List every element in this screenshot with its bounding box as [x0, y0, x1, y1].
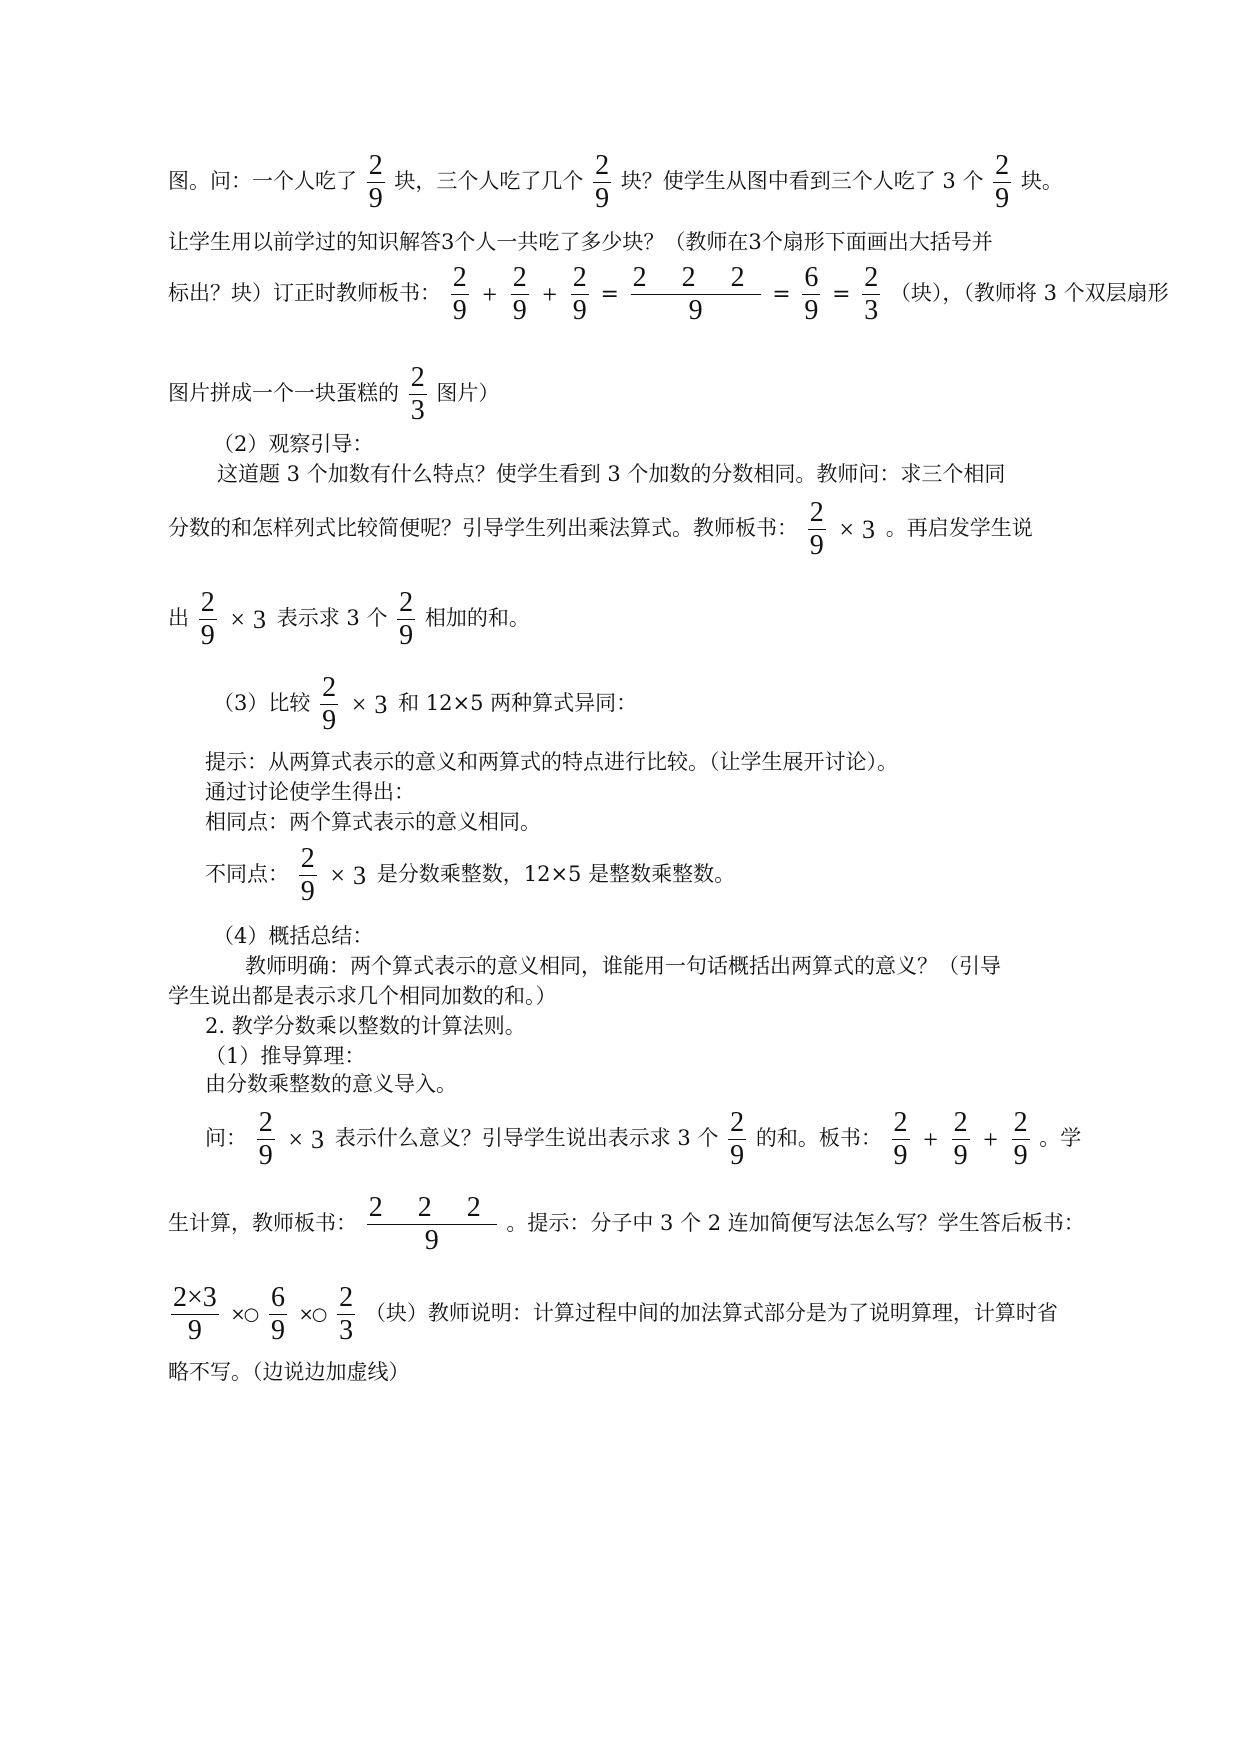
paragraph-line: 由分数乘整数的意义导入。: [205, 1072, 457, 1096]
paragraph-line: 出 $\frac{2}{9}$ × 3 表示求 3 个 $\frac{2}{9}$ 相加的和。: [168, 587, 530, 651]
paragraph-line: 图。问：一个人吃了 $\frac{2}{9}$ 块，三个人吃了几个 $\frac{2}{9}$ 块？使学生从图中看到三个人吃了 3 个 $\frac{2}{9}$ 块。: [168, 150, 1063, 214]
fraction: $\frac{2}{9}$: [452, 262, 467, 326]
fraction-sum: $\frac{2 2 2}{9}$: [632, 262, 759, 326]
section-heading: （1）推导算理：: [205, 1044, 366, 1068]
fraction: $\frac{2}{9}$: [572, 262, 587, 326]
fraction: $\frac{2}{3}$: [339, 1282, 354, 1346]
paragraph-line: 标出？块）订正时教师板书： $\frac{2}{9}$ + $\frac{2}{9}$ + $\frac{2}{9}$ = $\frac{2 2 2}{9}$ = $\frac{6}{9}$ = $\frac{2}{3}$ （块），（教师将 3 个双层扇形: [168, 262, 1169, 326]
section-heading: （2）观察引导：: [213, 432, 374, 456]
fraction: $\frac{2}{9}$: [322, 672, 337, 736]
paragraph-line: 教师明确：两个算式表示的意义相同，谁能用一句话概括出两算式的意义？（引导: [245, 954, 1001, 978]
fraction: $\frac{2}{9}$: [809, 497, 824, 561]
fraction: $\frac{2}{9}$: [595, 150, 610, 214]
section-heading: （4）概括总结：: [213, 924, 374, 948]
fraction: $\frac{2}{3}$: [864, 262, 879, 326]
paragraph-line: 不同点： $\frac{2}{9}$ × 3 是分数乘整数，12×5 是整数乘整数。: [205, 843, 736, 907]
paragraph-line: 相同点：两个算式表示的意义相同。: [205, 810, 541, 834]
fraction: $\frac{2}{9}$: [995, 150, 1010, 214]
paragraph-line: 让学生用以前学过的知识解答3个人一共吃了多少块？（教师在3个扇形下面画出大括号并: [168, 230, 993, 254]
paragraph-line: 这道题 3 个加数有什么特点？使学生看到 3 个加数的分数相同。教师问：求三个相同: [217, 462, 1006, 486]
fraction-product: $\frac{2\times 3}{9}$: [173, 1282, 217, 1346]
section-heading: （3）比较 $\frac{2}{9}$ × 3 和 12×5 两种算式异同：: [213, 672, 638, 736]
fraction: $\frac{2}{3}$: [410, 362, 425, 426]
fraction: $\frac{2}{9}$: [300, 843, 315, 907]
fraction: $\frac{2}{9}$: [953, 1107, 968, 1171]
paragraph-line: 通过讨论使学生得出：: [205, 780, 415, 804]
paragraph-line: 学生说出都是表示求几个相同加数的和。）: [168, 984, 557, 1008]
section-heading: 2. 教学分数乘以整数的计算法则。: [205, 1014, 526, 1038]
fraction: $\frac{2}{9}$: [893, 1107, 908, 1171]
paragraph-line: 图片拼成一个一块蛋糕的 $\frac{2}{3}$ 图片）: [168, 362, 500, 426]
paragraph-line: 提示：从两算式表示的意义和两算式的特点进行比较。（让学生展开讨论）。: [205, 750, 898, 774]
fraction: $\frac{2}{9}$: [368, 150, 383, 214]
fraction: $\frac{2}{9}$: [730, 1107, 745, 1171]
fraction: $\frac{2}{9}$: [512, 262, 527, 326]
fraction: $\frac{2}{9}$: [200, 587, 215, 651]
paragraph-line: 问： $\frac{2}{9}$ × 3 表示什么意义？引导学生说出表示求 3 个 $\frac{2}{9}$ 的和。板书： $\frac{2}{9}$ + $\frac{2}{9}$ + $\frac{2}{9}$ 。学: [205, 1107, 1082, 1171]
paragraph-line: 分数的和怎样列式比较简便呢？引导学生列出乘法算式。教师板书： $\frac{2}{9}$ × 3 。再启发学生说: [168, 497, 1033, 561]
fraction: $\frac{6}{9}$: [270, 1282, 285, 1346]
fraction: $\frac{6}{9}$: [804, 262, 819, 326]
paragraph-line: 略不写。（边说边加虚线）: [168, 1360, 410, 1384]
paragraph-line: $\frac{2\times 3}{9}$ ×○ $\frac{6}{9}$ ×○ $\frac{2}{3}$ （块）教师说明：计算过程中间的加法算式部分是为了说明算理，计算时省: [173, 1282, 1058, 1346]
fraction-sum: $\frac{2 2 2}{9}$: [368, 1192, 495, 1256]
fraction: $\frac{2}{9}$: [258, 1107, 273, 1171]
fraction: $\frac{2}{9}$: [399, 587, 414, 651]
fraction: $\frac{2}{9}$: [1013, 1107, 1028, 1171]
paragraph-line: 生计算，教师板书： $\frac{2 2 2}{9}$ 。提示：分子中 3 个 2 连加简便写法怎么写？学生答后板书：: [168, 1192, 1085, 1256]
